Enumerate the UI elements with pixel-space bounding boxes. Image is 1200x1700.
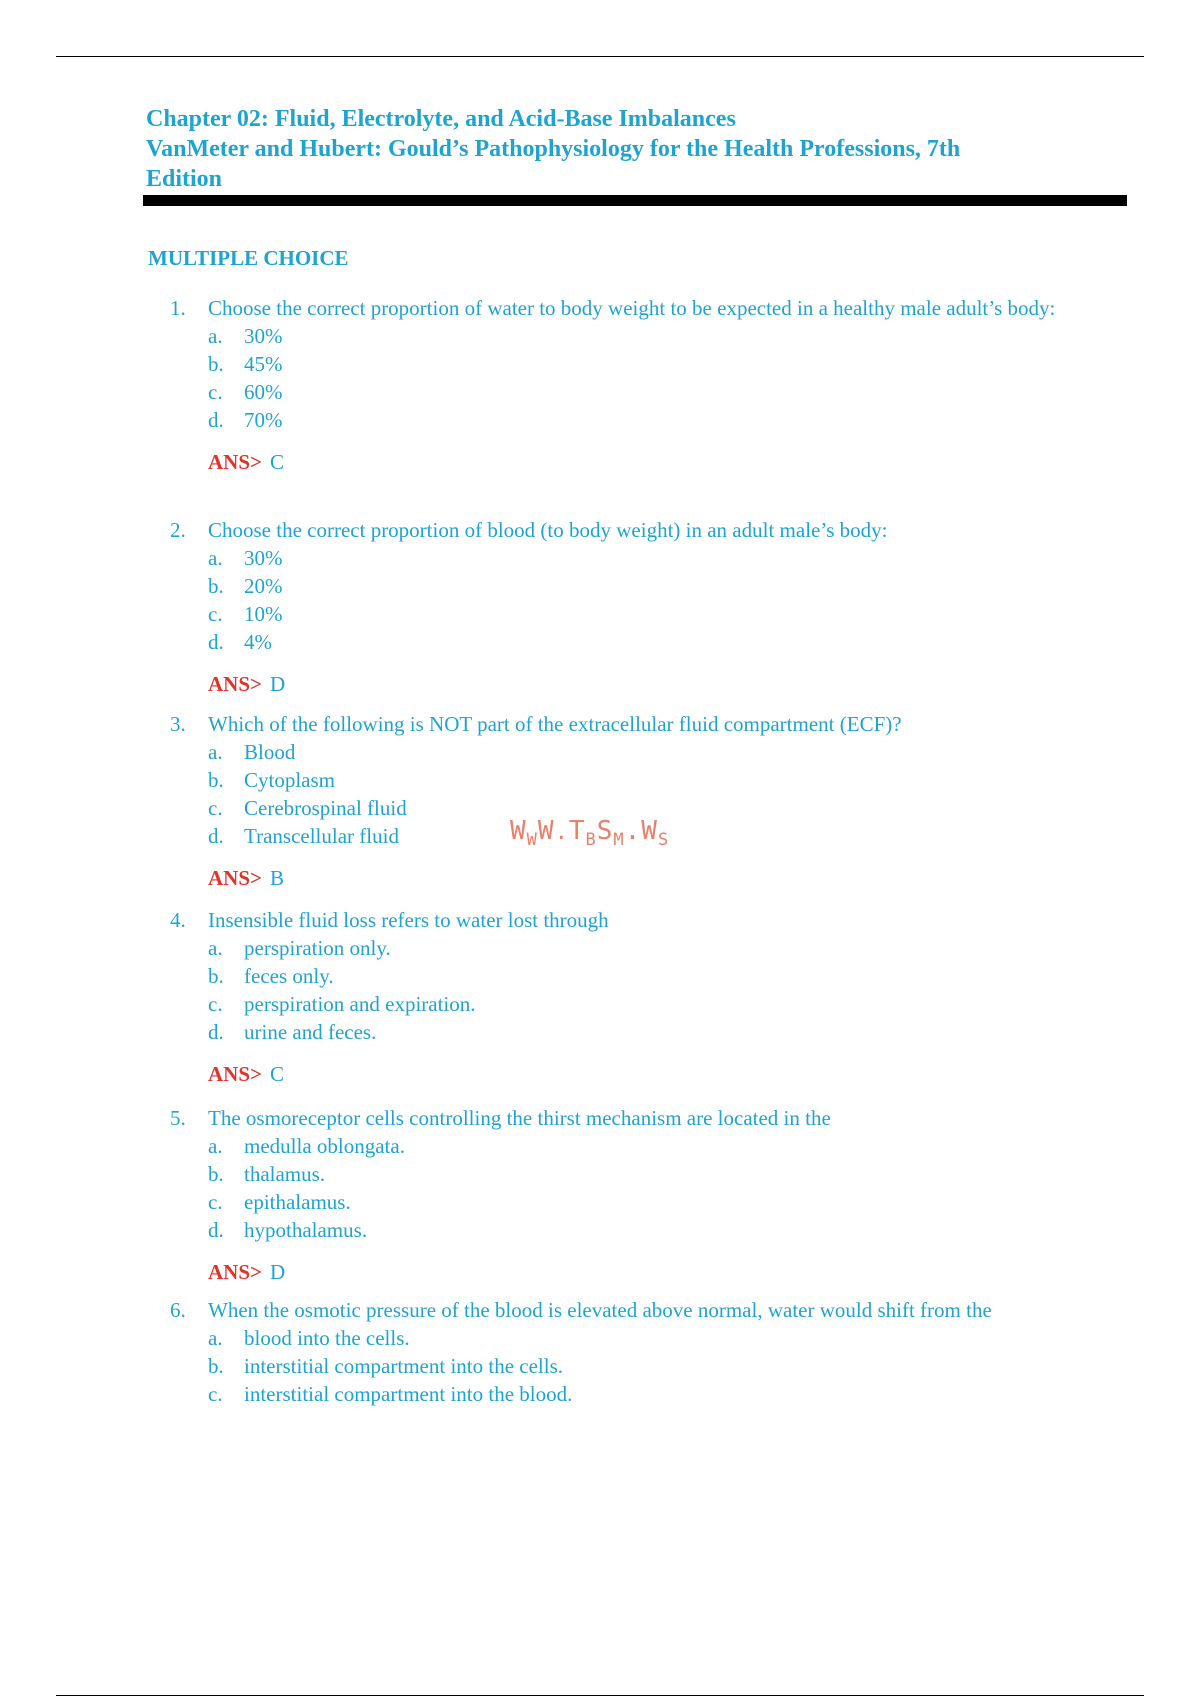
option-letter: b. bbox=[208, 352, 224, 376]
option-letter: b. bbox=[208, 1162, 224, 1186]
option-letter: d. bbox=[208, 824, 224, 848]
option-text: hypothalamus. bbox=[244, 1218, 368, 1242]
question-number: 3. bbox=[170, 712, 186, 736]
option-letter: d. bbox=[208, 1020, 224, 1044]
option-item bbox=[208, 962, 1110, 990]
option-list bbox=[208, 934, 1110, 1046]
option-item bbox=[208, 934, 1110, 962]
bottom-rule bbox=[56, 1695, 1144, 1696]
option-letter: c. bbox=[208, 380, 223, 404]
book-edition: Edition bbox=[146, 166, 223, 192]
chapter-title: Chapter 02: Fluid, Electrolyte, and Acid-Base Imbalances bbox=[146, 106, 736, 132]
option-item bbox=[208, 600, 1110, 628]
document-header bbox=[146, 104, 1106, 194]
option-text: 4% bbox=[244, 630, 272, 654]
option-text: Cerebrospinal fluid bbox=[244, 796, 407, 820]
option-item bbox=[208, 1160, 1110, 1188]
option-letter: c. bbox=[208, 796, 223, 820]
option-letter: d. bbox=[208, 630, 224, 654]
option-letter: d. bbox=[208, 408, 224, 432]
option-letter: c. bbox=[208, 1382, 223, 1406]
question-text: Choose the correct proportion of blood (to body weight) in an adult male’s body: bbox=[208, 518, 888, 542]
option-item bbox=[208, 738, 1110, 766]
option-letter: a. bbox=[208, 1134, 223, 1158]
option-letter: c. bbox=[208, 992, 223, 1016]
question-number: 5. bbox=[170, 1106, 186, 1130]
option-letter: b. bbox=[208, 768, 224, 792]
option-letter: c. bbox=[208, 602, 223, 626]
answer-line bbox=[208, 670, 1110, 698]
answer-value: D bbox=[269, 1260, 286, 1284]
option-item bbox=[208, 544, 1110, 572]
option-text: 70% bbox=[244, 408, 283, 432]
option-item bbox=[208, 1018, 1110, 1046]
option-text: urine and feces. bbox=[244, 1020, 377, 1044]
question-3 bbox=[170, 710, 1110, 892]
question-4 bbox=[170, 906, 1110, 1088]
option-text: thalamus. bbox=[244, 1162, 326, 1186]
answer-label: ANS> bbox=[208, 450, 262, 474]
option-text: Transcellular fluid bbox=[244, 824, 399, 848]
book-title: VanMeter and Hubert: Gould’s Pathophysiology for the Health Professions, 7th bbox=[146, 136, 961, 162]
question-text: The osmoreceptor cells controlling the thirst mechanism are located in the bbox=[208, 1106, 831, 1130]
option-text: Cytoplasm bbox=[244, 768, 336, 792]
answer-value: D bbox=[269, 672, 286, 696]
option-item bbox=[208, 1188, 1110, 1216]
top-rule bbox=[56, 56, 1144, 57]
option-letter: d. bbox=[208, 1218, 224, 1242]
option-item bbox=[208, 378, 1110, 406]
answer-value: C bbox=[269, 1062, 284, 1086]
question-number: 4. bbox=[170, 908, 186, 932]
answer-value: C bbox=[269, 450, 284, 474]
option-text: interstitial compartment into the blood. bbox=[244, 1382, 573, 1406]
option-text: 30% bbox=[244, 546, 283, 570]
option-list bbox=[208, 1324, 1110, 1408]
question-text: Choose the correct proportion of water to body weight to be expected in a healthy male adult’s body: bbox=[208, 296, 1056, 320]
question-text: When the osmotic pressure of the blood is elevated above normal, water would shift from the bbox=[208, 1298, 992, 1322]
answer-label: ANS> bbox=[208, 866, 262, 890]
answer-label: ANS> bbox=[208, 672, 262, 696]
option-item bbox=[208, 990, 1110, 1018]
option-text: 20% bbox=[244, 574, 283, 598]
answer-line bbox=[208, 1060, 1110, 1088]
option-text: interstitial compartment into the cells. bbox=[244, 1354, 563, 1378]
question-text: Insensible fluid loss refers to water lost through bbox=[208, 908, 609, 932]
option-letter: b. bbox=[208, 574, 224, 598]
option-item bbox=[208, 628, 1110, 656]
option-text: 45% bbox=[244, 352, 283, 376]
option-item bbox=[208, 1352, 1110, 1380]
answer-label: ANS> bbox=[208, 1260, 262, 1284]
option-item bbox=[208, 766, 1110, 794]
option-text: medulla oblongata. bbox=[244, 1134, 405, 1158]
option-item bbox=[208, 406, 1110, 434]
answer-line bbox=[208, 864, 1110, 892]
option-list bbox=[208, 322, 1110, 434]
option-text: 60% bbox=[244, 380, 283, 404]
option-letter: b. bbox=[208, 964, 224, 988]
option-text: 30% bbox=[244, 324, 283, 348]
option-letter: a. bbox=[208, 546, 223, 570]
answer-value: B bbox=[269, 866, 284, 890]
option-item bbox=[208, 1132, 1110, 1160]
answer-line bbox=[208, 448, 1110, 476]
option-text: epithalamus. bbox=[244, 1190, 351, 1214]
watermark: $W_WW.T_BS_M.W_S$ bbox=[510, 816, 670, 851]
option-letter: a. bbox=[208, 1326, 223, 1350]
question-5 bbox=[170, 1104, 1110, 1286]
option-item bbox=[208, 572, 1110, 600]
option-text: feces only. bbox=[244, 964, 334, 988]
question-2 bbox=[170, 516, 1110, 698]
header-divider bbox=[143, 195, 1127, 206]
question-number: 6. bbox=[170, 1298, 186, 1322]
option-item bbox=[208, 350, 1110, 378]
option-text: blood into the cells. bbox=[244, 1326, 410, 1350]
option-item bbox=[208, 1324, 1110, 1352]
option-list bbox=[208, 1132, 1110, 1244]
option-letter: a. bbox=[208, 740, 223, 764]
option-text: 10% bbox=[244, 602, 283, 626]
option-list bbox=[208, 544, 1110, 656]
question-number: 1. bbox=[170, 296, 186, 320]
section-heading: MULTIPLE CHOICE bbox=[148, 246, 349, 270]
option-letter: b. bbox=[208, 1354, 224, 1378]
answer-line bbox=[208, 1258, 1110, 1286]
question-number: 2. bbox=[170, 518, 186, 542]
question-text: Which of the following is NOT part of the extracellular fluid compartment (ECF)? bbox=[208, 712, 902, 736]
option-item bbox=[208, 1216, 1110, 1244]
option-item bbox=[208, 1380, 1110, 1408]
option-item bbox=[208, 322, 1110, 350]
option-letter: a. bbox=[208, 936, 223, 960]
answer-label: ANS> bbox=[208, 1062, 262, 1086]
option-letter: a. bbox=[208, 324, 223, 348]
option-text: perspiration and expiration. bbox=[244, 992, 476, 1016]
question-6 bbox=[170, 1296, 1110, 1408]
option-text: Blood bbox=[244, 740, 296, 764]
option-text: perspiration only. bbox=[244, 936, 391, 960]
question-1 bbox=[170, 294, 1110, 476]
option-letter: c. bbox=[208, 1190, 223, 1214]
